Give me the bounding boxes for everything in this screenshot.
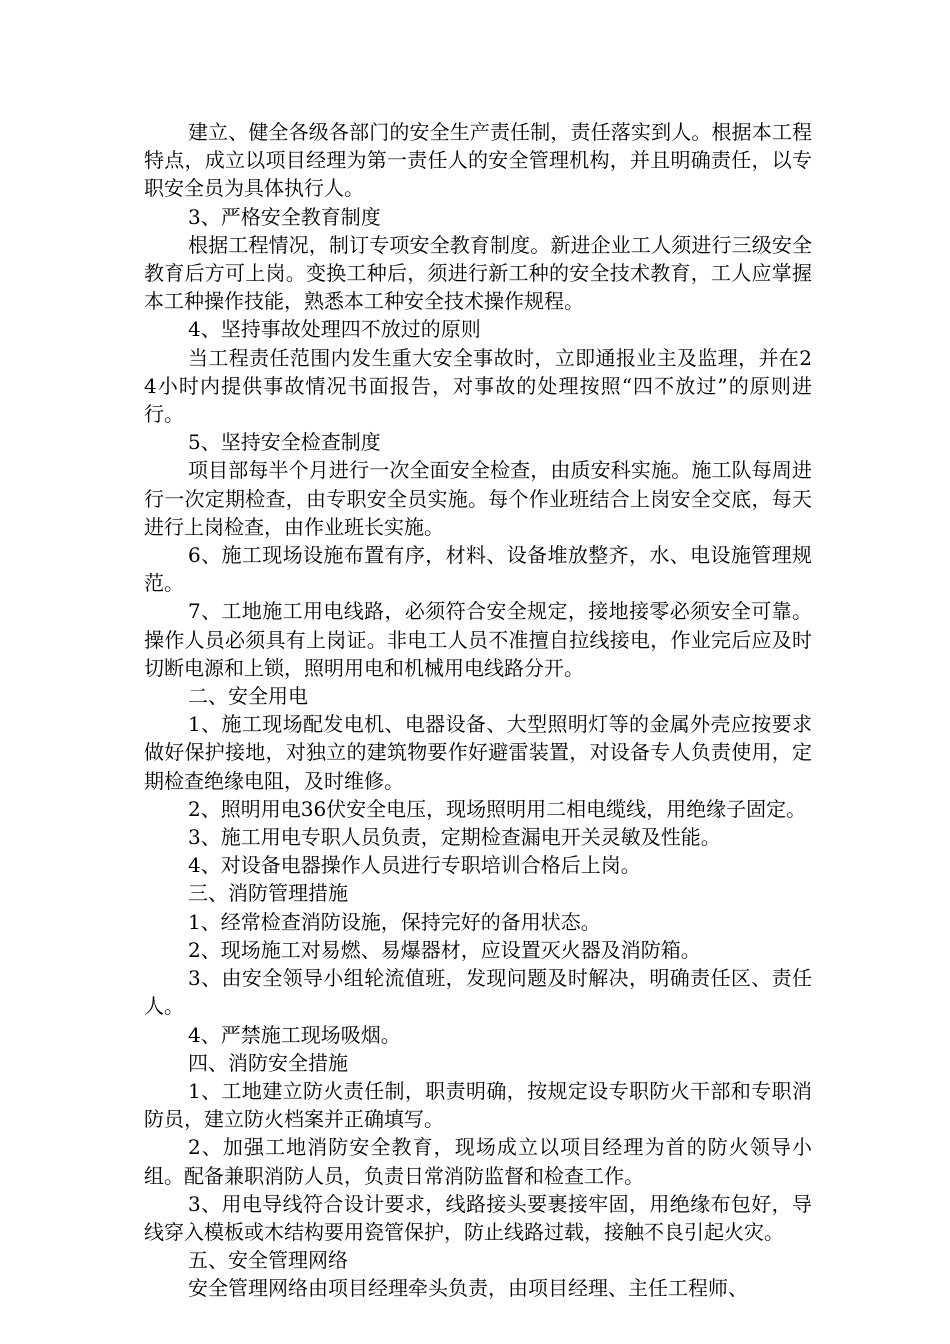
paragraph-safety-education: 根据工程情况，制订专项安全教育制度。新进企业工人须进行三级安全教育后方可上岗。变换工种后，须进行新工种的安全技术教育，工人应掌握本工种操作技能，熟悉本工种安全技术操作规程。 — [144, 232, 812, 314]
paragraph-site-wiring: 7、工地施工用电线路，必须符合安全规定，接地接零必须安全可靠。操作人员必须具有上岗证。非电工人员不准擅自拉线接电，作业完后应及时切断电源和上锁，照明用电和机械用电线路分开。 — [144, 599, 812, 680]
heading-fire-safety: 四、消防安全措施 — [188, 1050, 348, 1075]
paragraph-extinguishers: 2、现场施工对易燃、易爆器材，应设置灭火器及消防箱。 — [188, 937, 701, 962]
paragraph-fire-responsibility: 1、工地建立防火责任制，职责明确，按规定设专职防火干部和专职消防员，建立防火档案并正确填写。 — [144, 1078, 812, 1132]
heading-safety-inspection: 5、坚持安全检查制度 — [188, 430, 381, 455]
paragraph-safety-network: 安全管理网络由项目经理牵头负责，由项目经理、主任工程师、 — [188, 1276, 748, 1301]
heading-accident-handling: 4、坚持事故处理四不放过的原则 — [188, 317, 481, 342]
paragraph-leakage-check: 3、施工用电专职人员负责，定期检查漏电开关灵敏及性能。 — [188, 825, 721, 850]
heading-fire-management: 三、消防管理措施 — [188, 881, 348, 906]
paragraph-responsibility-system: 建立、健全各级各部门的安全生产责任制，责任落实到人。根据本工程特点，成立以项目经理为第一责任人的安全管理机构，并且明确责任，以专职安全员为具体执行人。 — [144, 120, 812, 201]
paragraph-duty-rotation: 3、由安全领导小组轮流值班，发现问题及时解决，明确责任区、责任人。 — [144, 966, 812, 1019]
paragraph-safety-inspection: 项目部每半个月进行一次全面安全检查，由质安科实施。施工队每周进行一次定期检查，由专职安全员实施。每个作业班结合上岗安全交底，每天进行上岗检查，由作业班长实施。 — [144, 458, 812, 539]
paragraph-wire-requirements: 3、用电导线符合设计要求，线路接头要裹接牢固，用绝缘布包好，导线穿入模板或木结构要用瓷管保护，防止线路过载，接触不良引起火灾。 — [144, 1191, 812, 1244]
paragraph-site-layout: 6、施工现场设施布置有序，材料、设备堆放整齐，水、电设施管理规范。 — [144, 543, 812, 596]
paragraph-accident-handling: 当工程责任范围内发生重大安全事故时，立即通报业主及监理，并在24小时内提供事故情况书面报告，对事故的处理按照“四不放过”的原则进行。 — [144, 345, 812, 427]
paragraph-lighting-voltage: 2、照明用电36伏安全电压，现场照明用二相电缆线，用绝缘子固定。 — [188, 796, 807, 821]
document-body — [144, 118, 812, 1303]
heading-electrical-safety: 二、安全用电 — [188, 684, 308, 709]
paragraph-fire-facilities: 1、经常检查消防设施，保持完好的备用状态。 — [188, 909, 601, 934]
paragraph-no-smoking: 4、严禁施工现场吸烟。 — [188, 1022, 401, 1047]
heading-safety-education: 3、严格安全教育制度 — [188, 204, 381, 229]
heading-safety-network: 五、安全管理网络 — [188, 1248, 348, 1273]
paragraph-operator-training: 4、对设备电器操作人员进行专职培训合格后上岗。 — [188, 853, 641, 878]
paragraph-fire-education: 2、加强工地消防安全教育，现场成立以项目经理为首的防火领导小组。配备兼职消防人员，负责日常消防监督和检查工作。 — [144, 1135, 812, 1188]
paragraph-grounding: 1、施工现场配发电机、电器设备、大型照明灯等的金属外壳应按要求做好保护接地，对独立的建筑物要作好避雷装置，对设备专人负责使用，定期检查绝缘电阻，及时维修。 — [144, 712, 812, 793]
